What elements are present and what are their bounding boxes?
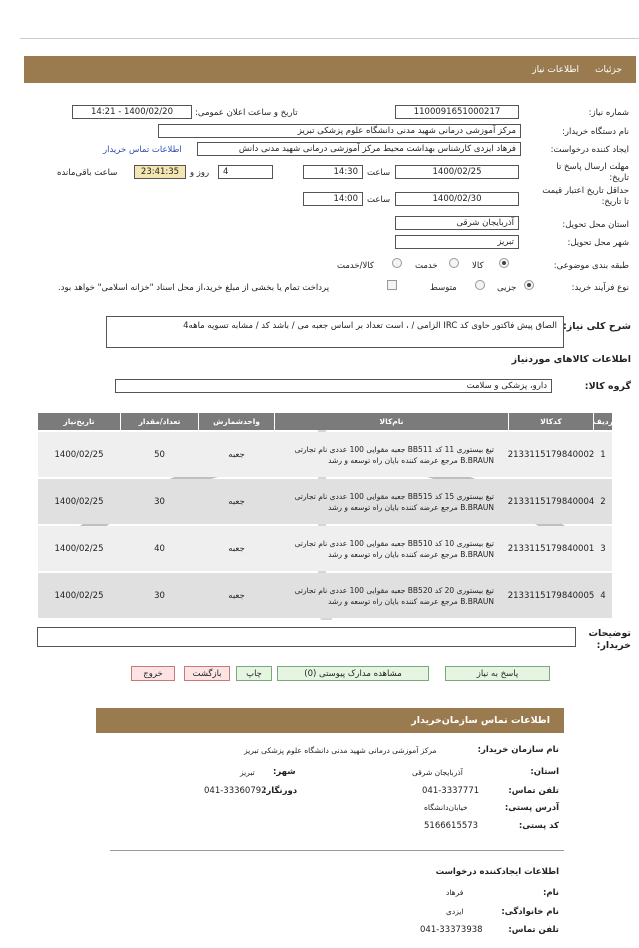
row-code: 2133115179840001 <box>507 543 595 554</box>
top-divider <box>20 38 639 39</box>
validity-time-label: ساعت <box>367 195 391 205</box>
announce-field: 1400/02/20 - 14:21 <box>72 105 192 119</box>
buyer-notes-label: توضیحات خریدار: <box>588 628 631 651</box>
radio-goods-service-label: کالا/خدمت <box>337 261 374 271</box>
contact-divider <box>110 850 564 851</box>
creator-last-name: ایزدی <box>446 907 464 916</box>
row-unit: جعبه <box>228 590 245 601</box>
deadline-time-label: ساعت <box>367 168 391 178</box>
goods-group-label: گروه کالا: <box>584 381 631 392</box>
col-unit: واحدشمارش <box>199 413 274 430</box>
province-field: آذربایجان شرقی <box>395 216 519 230</box>
goods-section-title: اطلاعات کالاهای موردنیاز <box>511 354 631 365</box>
treasury-checkbox[interactable] <box>387 280 397 290</box>
need-number-field: 1100091651000217 <box>395 105 519 119</box>
exit-button[interactable]: خروج <box>131 666 175 681</box>
reply-button[interactable]: پاسخ به نیاز <box>445 666 550 681</box>
creator-phone-label: تلفن تماس: <box>508 925 559 935</box>
radio-service-label: خدمت <box>415 261 438 271</box>
need-number-label: شماره نیاز: <box>588 108 629 118</box>
creator-first-name: فرهاد <box>446 888 464 897</box>
radio-goods-service[interactable] <box>392 258 402 268</box>
radio-goods-label: کالا <box>472 261 484 271</box>
row-unit: جعبه <box>228 449 245 460</box>
contact-phone-label: تلفن تماس: <box>508 786 559 796</box>
radio-service[interactable] <box>449 258 459 268</box>
attachments-button[interactable]: مشاهده مدارک پیوستی (0) <box>277 666 429 681</box>
process-label: نوع فرآیند خرید: <box>571 283 629 293</box>
deadline-time-field: 14:30 <box>303 165 363 179</box>
tab-details[interactable]: جزئیات <box>595 64 622 75</box>
contact-fax: 041-33360792 <box>204 786 267 796</box>
city-label: شهر محل تحویل: <box>567 238 629 248</box>
buyer-org-field: مرکز آموزشی درمانی شهید مدنی دانشگاه علوم پزشکی تبریز <box>158 124 521 138</box>
col-index: ردیف <box>594 413 612 430</box>
buyer-contact-link[interactable]: اطلاعات تماس خریدار <box>103 145 182 155</box>
row-index: 2 <box>600 496 606 507</box>
page-header <box>24 56 636 83</box>
days-label: روز و <box>190 168 210 178</box>
table-row <box>38 526 612 571</box>
contact-province-label: استان: <box>530 767 559 777</box>
goods-table-header <box>38 413 612 430</box>
contact-postal: 5166615573 <box>424 821 479 831</box>
row-name: تیغ بیستوری 20 کد BB520 جعبه مقوایی 100 عددی نام تجارتی B.BRAUN مرجع عرضه کننده بایان راه توسعه و رشد <box>294 585 494 606</box>
remaining-time-field: 23:41:35 <box>134 165 186 179</box>
row-unit: جعبه <box>228 496 245 507</box>
buyer-org-label: نام دستگاه خریدار: <box>562 127 629 137</box>
row-code: 2133115179840002 <box>507 449 595 460</box>
radio-goods[interactable] <box>499 258 509 268</box>
goods-table-body <box>38 432 612 618</box>
days-count-field: 4 <box>218 165 273 179</box>
contact-address: خیابان‌دانشگاه <box>424 803 468 812</box>
creator-last-name-label: نام خانوادگی: <box>501 907 559 917</box>
buyer-notes-box <box>37 627 576 647</box>
description-box: الصاق پیش فاکتور حاوی کد IRC الزامی / ، است تعداد بر اساس جعبه می / باشد کد / مشابه تسویه ماهه4 <box>106 316 564 348</box>
row-qty: 30 <box>154 590 165 601</box>
row-qty: 40 <box>154 543 165 554</box>
contact-city-label: شهر: <box>273 767 296 777</box>
contact-address-label: آدرس پستی: <box>504 803 559 813</box>
row-name: تیغ بیستوری 10 کد BB510 جعبه مقوایی 100 عددی نام تجارتی B.BRAUN مرجع عرضه کننده بایان راه توسعه و رشد <box>294 538 494 559</box>
row-name: تیغ بیستوری 15 کد BB515 جعبه مقوایی 100 عددی نام تجارتی B.BRAUN مرجع عرضه کننده بایان راه توسعه و رشد <box>294 491 494 512</box>
city-field: تبریز <box>395 235 519 249</box>
creator-section-title: اطلاعات ایجادکننده درخواست <box>435 867 559 877</box>
contact-buyer-name: مرکز آموزشی درمانی شهید مدنی دانشگاه علوم پزشکی تبریز <box>244 746 437 755</box>
col-qty: تعداد/مقدار <box>121 413 198 430</box>
table-row <box>38 573 612 618</box>
contact-postal-label: کد پستی: <box>518 821 559 831</box>
row-date: 1400/02/25 <box>54 496 104 507</box>
row-index: 3 <box>600 543 606 554</box>
radio-medium-label: متوسط <box>430 283 457 293</box>
price-validity-label: حداقل تاریخ اعتبار قیمت تا تاریخ: <box>542 186 629 207</box>
contact-fax-label: دورنگار: <box>263 786 298 796</box>
table-row <box>38 432 612 477</box>
contact-city: تبریز <box>240 768 255 777</box>
province-label: استان محل تحویل: <box>562 220 629 230</box>
row-name: تیغ بیستوری 11 کد BB511 جعبه مقوایی 100 عددی نام تجارتی B.BRAUN مرجع عرضه کننده بایان راه توسعه و رشد <box>294 444 494 465</box>
contact-section-header: اطلاعات تماس سازمان‌خریدار <box>96 708 564 733</box>
contact-buyer-name-label: نام سازمان خریدار: <box>477 745 559 755</box>
radio-partial[interactable] <box>524 280 534 290</box>
row-index: 1 <box>600 449 606 460</box>
creator-field: فرهاد ایزدی کارشناس بهداشت محیط مرکز آموزشی درمانی شهید مدنی دانش <box>197 142 521 156</box>
back-button[interactable]: بازگشت <box>184 666 230 681</box>
deadline-label: مهلت ارسال پاسخ تا تاریخ: <box>556 162 629 183</box>
creator-label: ایجاد کننده درخواست: <box>550 145 629 155</box>
category-label: طبقه بندی موضوعی: <box>553 261 629 271</box>
row-qty: 30 <box>154 496 165 507</box>
row-date: 1400/02/25 <box>54 590 104 601</box>
row-date: 1400/02/25 <box>54 449 104 460</box>
row-code: 2133115179840004 <box>507 496 595 507</box>
row-date: 1400/02/25 <box>54 543 104 554</box>
creator-first-name-label: نام: <box>542 888 559 898</box>
validity-date-field: 1400/02/30 <box>395 192 519 206</box>
description-label: شرح کلی نیاز: <box>562 321 631 332</box>
col-name: نام‌کالا <box>275 413 508 430</box>
contact-phone: 041-3337771 <box>422 786 480 796</box>
remaining-label: ساعت باقی‌مانده <box>57 168 118 178</box>
row-unit: جعبه <box>228 543 245 554</box>
contact-province: آذربایجان شرقی <box>412 768 463 777</box>
tab-need-info[interactable]: اطلاعات نیاز <box>532 64 580 75</box>
print-button[interactable]: چاپ <box>236 666 272 681</box>
creator-phone: 041-33373938 <box>420 925 483 935</box>
col-date: تاریخ‌نیاز <box>38 413 120 430</box>
col-code: کدکالا <box>509 413 593 430</box>
validity-time-field: 14:00 <box>303 192 363 206</box>
payment-note: پرداخت تمام یا بخشی از مبلغ خرید،از محل اسناد "خزانه اسلامی" خواهد بود. <box>58 283 330 293</box>
goods-group-field: دارو، پزشکی و سلامت <box>115 379 552 393</box>
radio-medium[interactable] <box>475 280 485 290</box>
radio-partial-label: جزیی <box>497 283 517 293</box>
table-row <box>38 479 612 524</box>
row-code: 2133115179840005 <box>507 590 595 601</box>
deadline-date-field: 1400/02/25 <box>395 165 519 179</box>
row-index: 4 <box>600 590 606 601</box>
announce-label: تاریخ و ساعت اعلان عمومی: <box>195 108 298 118</box>
row-qty: 50 <box>154 449 165 460</box>
